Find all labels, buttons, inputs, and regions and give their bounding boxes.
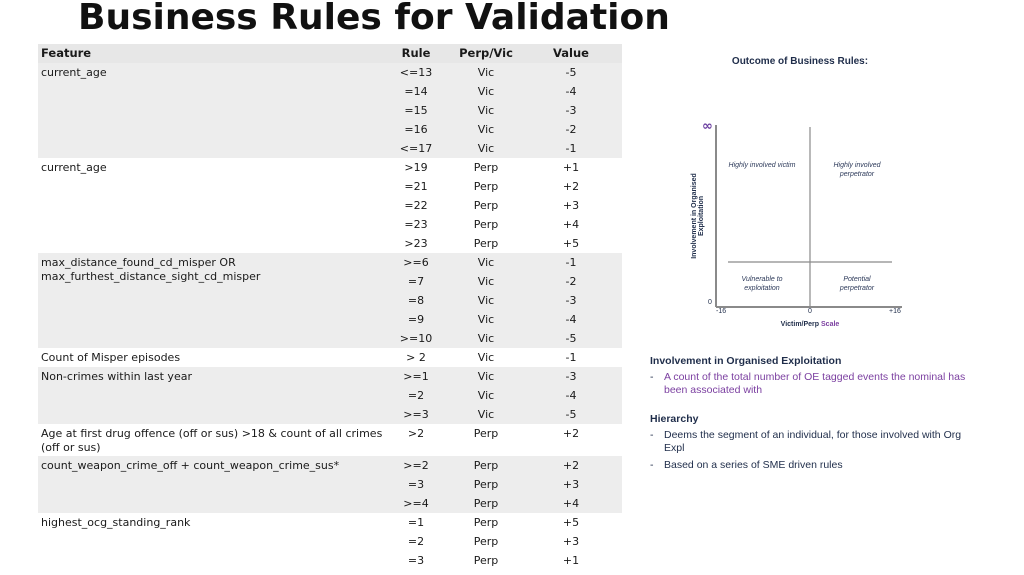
value-cell: -1 [565, 351, 577, 364]
value-cell: -5 [565, 408, 577, 421]
perp-vic-cell: Vic [477, 123, 495, 136]
rule-cell: > 2 [406, 351, 426, 364]
rule-cell: =2 [407, 535, 425, 548]
table-header-row [38, 44, 622, 63]
header-feature: Feature [41, 46, 92, 60]
value-cell: +3 [562, 535, 580, 548]
table-group [38, 253, 622, 348]
rule-cell: >=10 [399, 332, 433, 345]
value-cell: -3 [565, 370, 577, 383]
table-row [38, 475, 622, 494]
bullet-text: Deems the segment of an individual, for those involved with Org Expl [664, 429, 962, 454]
table-group [38, 513, 622, 570]
table-row [38, 291, 622, 310]
perp-vic-cell: Vic [477, 104, 495, 117]
page-title: Business Rules for Validation [78, 0, 670, 38]
bullet-dash: - [650, 429, 654, 441]
feature-cell: Count of Misper episodes [41, 351, 181, 364]
rule-cell: =21 [404, 180, 428, 193]
feature-cell: highest_ocg_standing_rank [41, 516, 191, 529]
table-row [38, 139, 622, 158]
table-group [38, 63, 622, 158]
table-row [38, 551, 622, 570]
value-cell: -2 [565, 275, 577, 288]
perp-vic-cell: Vic [477, 389, 495, 402]
notes-oe-bullet [650, 371, 980, 397]
perp-vic-cell: Vic [477, 66, 495, 79]
bullet-dash: - [650, 371, 654, 383]
rule-cell: =14 [404, 85, 428, 98]
value-cell: +4 [562, 497, 580, 510]
value-cell: +3 [562, 478, 580, 491]
table-row [38, 82, 622, 101]
value-cell: -2 [565, 123, 577, 136]
table-group [38, 158, 622, 253]
notes-hierarchy-bullet [650, 459, 980, 472]
perp-vic-cell: Perp [473, 459, 499, 472]
rule-cell: >=1 [403, 370, 429, 383]
rule-cell: =23 [404, 218, 428, 231]
quadrant-bottom-left-label: Vulnerable to exploitation [741, 276, 783, 292]
x-axis-max-tick: +16 [889, 308, 901, 315]
table-row [38, 234, 622, 253]
table-group [38, 367, 622, 424]
rule-cell: <=13 [399, 66, 433, 79]
y-axis-label: Involvement in Organised Exploitation [691, 173, 705, 259]
value-cell: +3 [562, 199, 580, 212]
perp-vic-cell: Vic [477, 313, 495, 326]
perp-vic-cell: Vic [477, 351, 495, 364]
x-axis-mid-tick: 0 [808, 308, 812, 315]
rule-cell: >19 [404, 161, 428, 174]
rule-cell: >23 [404, 237, 428, 250]
value-cell: -4 [565, 85, 577, 98]
bullet-dash: - [650, 459, 654, 471]
perp-vic-cell: Perp [473, 516, 499, 529]
feature-cell: Non-crimes within last year [41, 370, 192, 383]
value-cell: +4 [562, 218, 580, 231]
value-cell: -4 [565, 389, 577, 402]
y-axis-top-infinity: ∞ [702, 119, 713, 134]
table-group [38, 456, 622, 513]
rule-cell: >=6 [403, 256, 429, 269]
perp-vic-cell: Perp [473, 535, 499, 548]
business-rules-table [38, 44, 622, 570]
perp-vic-cell: Vic [477, 85, 495, 98]
rule-cell: =15 [404, 104, 428, 117]
rule-cell: =16 [404, 123, 428, 136]
x-axis-label-main: Victim/Perp [780, 321, 820, 328]
perp-vic-cell: Perp [473, 180, 499, 193]
quadrant-bottom-right-label: Potential perpetrator [839, 276, 875, 292]
perp-vic-cell: Perp [473, 497, 499, 510]
value-cell: +2 [562, 427, 580, 440]
perp-vic-cell: Perp [473, 427, 499, 440]
notes-section-oe-title: Involvement in Organised Exploitation [650, 355, 842, 367]
rule-cell: =9 [407, 313, 425, 326]
header-rule: Rule [401, 46, 431, 60]
value-cell: +5 [562, 237, 580, 250]
table-row [38, 215, 622, 234]
table-row [38, 120, 622, 139]
value-cell: +2 [562, 459, 580, 472]
notes-panel [650, 355, 980, 476]
quadrant-top-left-label: Highly involved victim [728, 162, 796, 169]
table-body [38, 63, 622, 570]
perp-vic-cell: Perp [473, 554, 499, 567]
perp-vic-cell: Perp [473, 218, 499, 231]
quadrant-top-right-label: Highly involved perpetrator [833, 162, 881, 178]
value-cell: -5 [565, 332, 577, 345]
table-row [38, 494, 622, 513]
perp-vic-cell: Perp [473, 199, 499, 212]
x-axis-min-tick: -16 [716, 308, 727, 315]
rule-cell: >=4 [403, 497, 429, 510]
value-cell: +5 [562, 516, 580, 529]
perp-vic-cell: Vic [477, 332, 495, 345]
x-axis-label [760, 321, 860, 328]
feature-cell: current_age [41, 66, 107, 79]
feature-cell: max_distance_found_cd_misper OR max_furthest_distance_sight_cd_misper [41, 256, 261, 283]
value-cell: +2 [562, 180, 580, 193]
value-cell: -4 [565, 313, 577, 326]
table-group [38, 348, 622, 367]
x-axis-label-sub: Scale [819, 321, 840, 328]
feature-cell: current_age [41, 161, 107, 174]
value-cell: +1 [562, 554, 580, 567]
rule-cell: =8 [407, 294, 425, 307]
feature-cell: Age at first drug offence (off or sus) >18 & count of all crimes (off or sus) [41, 427, 383, 454]
table-row [38, 532, 622, 551]
perp-vic-cell: Perp [473, 161, 499, 174]
rule-cell: =3 [407, 478, 425, 491]
perp-vic-cell: Vic [477, 370, 495, 383]
table-group [38, 424, 622, 456]
feature-cell: count_weapon_crime_off + count_weapon_crime_sus* [41, 459, 340, 472]
bullet-text: A count of the total number of OE tagged events the nominal has been associated with [664, 371, 966, 396]
table-row [38, 405, 622, 424]
value-cell: -1 [565, 256, 577, 269]
table-row [38, 101, 622, 120]
rule-cell: =3 [407, 554, 425, 567]
value-cell: -3 [565, 104, 577, 117]
perp-vic-cell: Vic [477, 408, 495, 421]
perp-vic-cell: Perp [473, 237, 499, 250]
header-value: Value [553, 46, 589, 60]
value-cell: -1 [565, 142, 577, 155]
rule-cell: <=17 [399, 142, 433, 155]
value-cell: +1 [562, 161, 580, 174]
header-perp-vic: Perp/Vic [459, 46, 513, 60]
rule-cell: =7 [407, 275, 425, 288]
rule-cell: >=3 [403, 408, 429, 421]
perp-vic-cell: Perp [473, 478, 499, 491]
quadrant-chart [690, 115, 910, 335]
table-row [38, 196, 622, 215]
value-cell: -3 [565, 294, 577, 307]
value-cell: -5 [565, 66, 577, 79]
rule-cell: =2 [407, 389, 425, 402]
perp-vic-cell: Vic [477, 294, 495, 307]
table-row [38, 177, 622, 196]
rule-cell: =22 [404, 199, 428, 212]
rule-cell: >2 [407, 427, 425, 440]
notes-hierarchy-bullet [650, 429, 980, 455]
table-row [38, 386, 622, 405]
chart-title: Outcome of Business Rules: [731, 56, 869, 67]
rule-cell: =1 [407, 516, 425, 529]
notes-section-hierarchy-title: Hierarchy [650, 413, 699, 425]
perp-vic-cell: Vic [477, 142, 495, 155]
perp-vic-cell: Vic [477, 256, 495, 269]
table-row [38, 329, 622, 348]
bullet-text: Based on a series of SME driven rules [664, 459, 843, 471]
y-axis-zero-tick: 0 [708, 299, 712, 306]
rule-cell: >=2 [403, 459, 429, 472]
table-row [38, 310, 622, 329]
perp-vic-cell: Vic [477, 275, 495, 288]
